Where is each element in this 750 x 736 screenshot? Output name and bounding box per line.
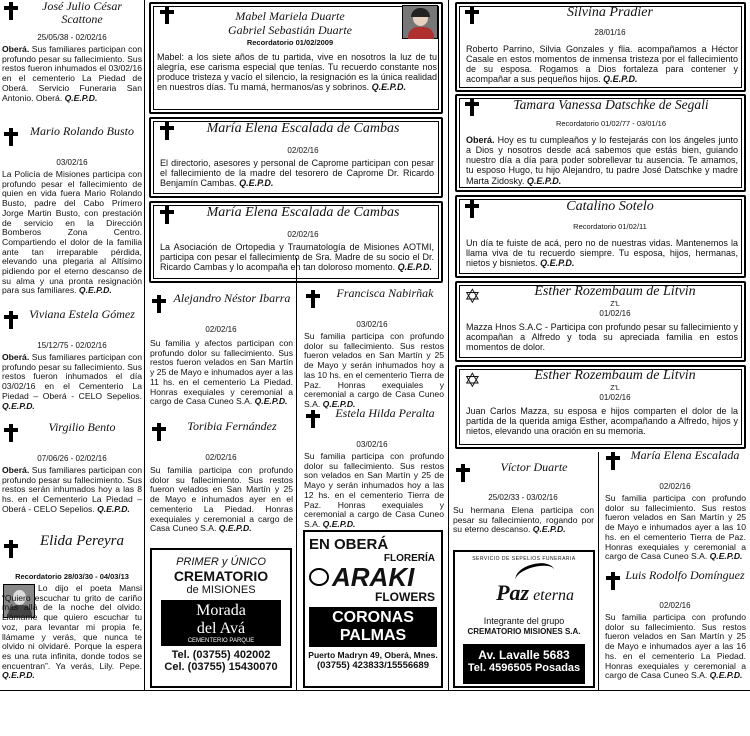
obituary-date: 01/02/16 — [599, 393, 631, 402]
ad-subline: Integrante del grupo — [483, 616, 565, 626]
ad-brand-line: Morada — [196, 602, 246, 619]
cross-icon — [160, 122, 174, 140]
obituary-date: Recordatorio 01/02/2009 — [246, 38, 334, 47]
ad-address: Av. Lavalle 5683 — [478, 648, 570, 662]
obituary-date: 02/02/16 — [659, 482, 691, 491]
obituary-text: La Policía de Misiones participa con profundo pesar el fallecimiento de quien en vida fuera Mario Rolando Busto, padre del Cabo Primero Jorge Martin Busto, con prestación de servicio en la Dirección Bomberos Zona Centro. Compartiendo el dolor de la familia ante tan irreparable pérdida, elevando una plegaria al Altísimo pidiendo por el eterno descanso de su alma y una pronta resignación para sus familiares. Q.E.P.D. — [2, 169, 142, 296]
column-divider-4 — [598, 452, 599, 690]
ad-phone: Cel. (03755) 15430070 — [164, 661, 278, 673]
ad-category: FLORERÍA — [383, 553, 435, 564]
cross-icon — [465, 6, 479, 24]
obituary-date: 25/05/38 - 02/02/16 — [37, 33, 107, 42]
obituary-date: 28/01/16 — [594, 28, 626, 37]
obituary-date: 02/02/16 — [287, 230, 319, 239]
ad-product-box — [309, 607, 437, 647]
ad-brand-line: del Avá — [196, 620, 246, 637]
obituary-text: Su familia participa con profundo dolor su fallecimiento. Sus restos fueron velados en San Martín y 25 de Mayo e inhumados ayer a las 16 hs. en el cementerio La Piedad. Honras exequiales y ceremonial a cargo de Casa Cuneo S.A. Q.E.P.D. — [605, 612, 746, 681]
obituary-name: Francisca Nabirñak — [336, 286, 434, 300]
cross-icon — [456, 464, 470, 482]
ad-contact-box — [463, 644, 585, 684]
obituary-name: Silvina Pradier — [567, 5, 653, 20]
obituary-text: Oberá. Hoy es tu cumpleaños y lo festejarás con los ángeles junto a Dios y nosotros desde acá sabemos que estás bien, guiando nuestro día a día para poder sobrellevar tu ausencia. Te amamos, tu esposo Hugo, tu hijo Alejandro, tu padre José Datschke y madre Marta Zidosky. Q.E.P.D. — [466, 135, 738, 186]
ad-phone: Tel. 4596505 Posadas — [467, 662, 581, 674]
obituary-name: María Elena Escalada de Cambas — [206, 205, 400, 220]
paz-eterna-ad — [453, 550, 595, 688]
obituary-date: 02/02/16 — [205, 453, 237, 462]
obituary-name: Toribia Fernández — [187, 419, 277, 433]
ad-brand — [475, 580, 595, 606]
obituary-text: Su hermana Elena participa con pesar su fallecimiento, rogando por su eterno descanso. Q.E.P.D. — [453, 505, 594, 535]
ad-subline: CREMATORIO MISIONES S.A. — [467, 627, 581, 636]
cross-icon — [152, 423, 166, 441]
obituary-date: 01/02/16 — [599, 309, 631, 318]
obituary-text: Lo dijo el poeta Mansi “Quiero escuchar tu grito de cariño más allá de la noche del olvido. Llámame que quiero escuchar tu voz, para levantar mi propia fe, llámame y verás, que nunca te olvido ni olvidaré. Porque la espera es una ruta infinita, donde todos se encuentran”. Ya verás, Lily. Pepe. Q.E.P.D. — [2, 583, 142, 681]
obituary-date: 02/02/16 — [659, 601, 691, 610]
obituary-name: Esther Rozembaum de Litvin — [534, 368, 696, 383]
column-divider-2 — [448, 0, 449, 690]
obituary-text: La Asociación de Ortopedia y Traumatología de Misiones AOTMI, participa con pesar el fallecimiento de Sra. Madre de su socio el Dr. Ricardo Cambas y lo acompaña en tan doloroso momento. Q.E.P.D. — [160, 242, 434, 273]
obituary-date: Recordatorio 01/02/11 — [573, 222, 647, 231]
bottom-rule — [0, 690, 750, 691]
obituary-text: Un día te fuiste de acá, pero no de nuestras vidas. Mantenemos la llama viva de tu recuerdo siempre. Tu esposa, hijos, hermanas, nietos y bisnietos. Q.E.P.D. — [466, 238, 738, 269]
obituary-text: Juan Carlos Mazza, su esposa e hijos comparten el dolor de la partida de la querida amiga Esther, acompañando a Alfredo, hijos y nietos, elevando una oración en su memoria. — [466, 406, 738, 437]
cross-icon — [606, 452, 620, 470]
obituary-subtitle: Z'L — [610, 385, 620, 392]
cross-icon — [4, 2, 18, 20]
obituary-text: Oberá. Sus familiares participan con profundo pesar su fallecimiento. Sus restos fueron inhumados el día 03/02/16 en el Cementerio La Piedad – Oberá - CELO Sepelios. Q.E.P.D. — [2, 352, 142, 411]
obituary-name: Elida Pereyra — [39, 533, 124, 549]
obituary-text: Mazza Hnos S.A.C - Participa con profundo pesar su fallecimiento y acompañan a Alfredo y toda su apreciada familia en estos momentos de dolor. — [466, 322, 738, 353]
obituary-text: Oberá. Sus familiares participan con profundo pesar su fallecimiento. Sus restos serán inhumados hoy a las 8 hs. en el Cementerio La Piedad – Oberá - CELO Sepelios. Q.E.P.D. — [2, 465, 142, 514]
ad-brand-name: ARAKI — [332, 562, 415, 592]
obituary-date: 15/12/75 - 02/02/16 — [37, 341, 107, 350]
star-of-david-icon: ✡ — [464, 284, 481, 308]
ad-brand-subline: CEMENTERIO PARQUE — [187, 638, 255, 644]
obituary-date: 25/02/33 - 03/02/16 — [488, 493, 558, 502]
cross-icon — [160, 206, 174, 224]
obituary-name: Mario Rolando Busto — [30, 124, 134, 138]
obituary-name: Tamara Vanessa Datschke de Segali — [513, 97, 709, 112]
obituary-text: Roberto Parrino, Silvia Gonzales y flia. acompañamos a Héctor Casale en estos momentos de inmensa tristeza por el fallecimiento de su esposa. Rogamos a Dios fortaleza para contener y acompañar a sus pequeños hijos. Q.E.P.D. — [466, 44, 738, 85]
cross-icon — [4, 128, 18, 146]
cross-icon — [465, 98, 479, 116]
ad-subline: de MISIONES — [186, 584, 256, 596]
obituary-name: María Elena Escalada de Cambas — [206, 121, 400, 136]
obituary-date: 03/02/16 — [356, 440, 388, 449]
obituary-name: Virgilio Bento — [48, 420, 116, 434]
obituary-text: Mabel: a los siete años de tu partida, vive en nosotros la luz de tu alegría, ese carisma especial que tenías. Tu recuerdo constante nos produce tristeza y vacío el silencio, la resignación es la única realidad en nuestros días. Tu mamá, hermanos/as y sobrinos. Q.E.P.D. — [157, 52, 437, 93]
cross-icon — [152, 295, 166, 313]
ad-address: Puerto Madryn 49, Oberá, Mnes. — [308, 650, 438, 660]
flower-logo-icon — [309, 568, 329, 586]
cross-icon — [606, 572, 620, 590]
obituary-date: 03/02/16 — [56, 158, 88, 167]
cross-icon — [160, 6, 174, 24]
obituary-text: El directorio, asesores y personal de Caprome participan con pesar el fallecimiento de la madre del tesorero de Caprome Dr. Ricardo Benjamín Cambas. Q.E.P.D. — [160, 158, 434, 189]
ad-location: EN OBERÁ — [309, 536, 389, 553]
obituary-name: Víctor Duarte — [500, 460, 568, 474]
obituary-text: Su familia participa con profundo dolor su fallecimiento. Sus restos fueron velados en San Martín y 25 de Mayo y serán inhumados hoy a las 10 hs. en el cementerio Tierra de Paz. Honras exequiales y ceremonial a cargo de Casa Cuneo S.A. Q.E.P.D. — [304, 331, 444, 409]
obituary-name: Viviana Estela Gómez — [29, 307, 135, 321]
obituary-text: Su familia y afectos participan con profundo dolor su fallecimiento. Sus restos fueron velados en San Martín y 25 de Mayo e inhumados ayer a las 11 hs. en el cementerio La Piedad. Honras exequiales y ceremonial a cargo de Casa Cuneo S.A. Q.E.P.D. — [150, 338, 293, 407]
ad-product: CORONAS — [332, 609, 414, 626]
ad-brand — [305, 564, 441, 590]
obituary-name: Catalino Sotelo — [566, 199, 654, 214]
ad-headline: CREMATORIO — [173, 568, 269, 584]
crematorio-ad — [150, 548, 292, 688]
obituary-name: Gabriel Sebastián Duarte — [228, 23, 352, 37]
ad-top-line: SERVICIO DE SEPELIOS FUNERARIA — [472, 556, 576, 562]
ad-brand-word: Paz — [496, 580, 530, 605]
star-of-david-icon: ✡ — [464, 368, 481, 392]
obituary-text: Su familia participa con profundo dolor su fallecimiento. Sus restos fueron velados en San Martín y 25 de Mayo e inhumados ayer en el cementerio La Piedad. Honras exequiales y ceremonial a cargo de Casa Cuneo S.A. Q.E.P.D. — [150, 465, 293, 534]
ad-phone: (03755) 423833/15556689 — [317, 660, 429, 671]
obituary-text: Oberá. Sus familiares participan con profundo pesar su fallecimiento. Sus restos fueron inhumados el 03/02/16 en el cementerio La Piedad de Oberá. Servicio Funeraria San Antonio. Oberá. Q.E.P.D. — [2, 44, 142, 103]
ad-tagline: PRIMER y ÚNICO — [176, 556, 266, 568]
obituary-name: Mabel Mariela Duarte — [235, 9, 345, 23]
obituary-name: Alejandro Néstor Ibarra — [173, 291, 291, 305]
cross-icon — [465, 200, 479, 218]
column-divider-1 — [144, 0, 145, 690]
obituary-subtitle: Z'L — [610, 301, 620, 308]
ad-brand-sub: FLOWERS — [375, 590, 435, 604]
column-divider-3 — [296, 258, 297, 690]
obituary-date: 02/02/16 — [287, 146, 319, 155]
cross-icon — [306, 410, 320, 428]
obituary-name: José Julio César Scattone — [42, 0, 122, 26]
ad-product: PALMAS — [339, 627, 407, 644]
obituary-date: Recordatorio 01/02/77 - 03/01/16 — [555, 119, 667, 128]
cross-icon — [4, 540, 18, 558]
portrait-photo — [402, 5, 438, 39]
obituary-date: 03/02/16 — [356, 320, 388, 329]
obituary-date: Recordatorio 28/03/30 - 04/03/13 — [15, 572, 129, 581]
ad-brand-box — [161, 600, 281, 646]
obituary-name: Esther Rozembaum de Litvin — [534, 284, 696, 299]
floreria-ad — [303, 530, 443, 688]
obituary-name: María Elena Escalada — [630, 448, 740, 462]
obituary-date: 02/02/16 — [205, 325, 237, 334]
cross-icon — [306, 290, 320, 308]
obituary-name: Luis Rodolfo Domínguez — [625, 568, 745, 582]
obituary-text: Su familia participa con profundo dolor su fallecimiento. Sus restos son velados en San Martín y 25 de Mayo y serán inhumados hoy a las 12 hs. en el cementerio Tierra de Paz. Honras exequiales y ceremonial a cargo de Casa Cuneo S.A. Q.E.P.D. — [304, 451, 444, 529]
obituary-name: Estela Hilda Peralta — [335, 406, 435, 420]
ad-brand-word: eterna — [533, 587, 574, 604]
obituary-text: Su familia participa con profundo dolor su fallecimiento. Sus restos fueron velados en San Martín y 25 de Mayo e inhumados ayer a las 10 hs. en el cementerio Tierra de Paz. Honras exequiales y ceremonial a cargo de Casa Cuneo S.A. Q.E.P.D. — [605, 493, 746, 562]
obituary-date: 07/06/26 - 02/02/16 — [37, 454, 107, 463]
cross-icon — [4, 424, 18, 442]
ad-phone: Tel. (03755) 402002 — [171, 649, 271, 661]
cross-icon — [4, 311, 18, 329]
